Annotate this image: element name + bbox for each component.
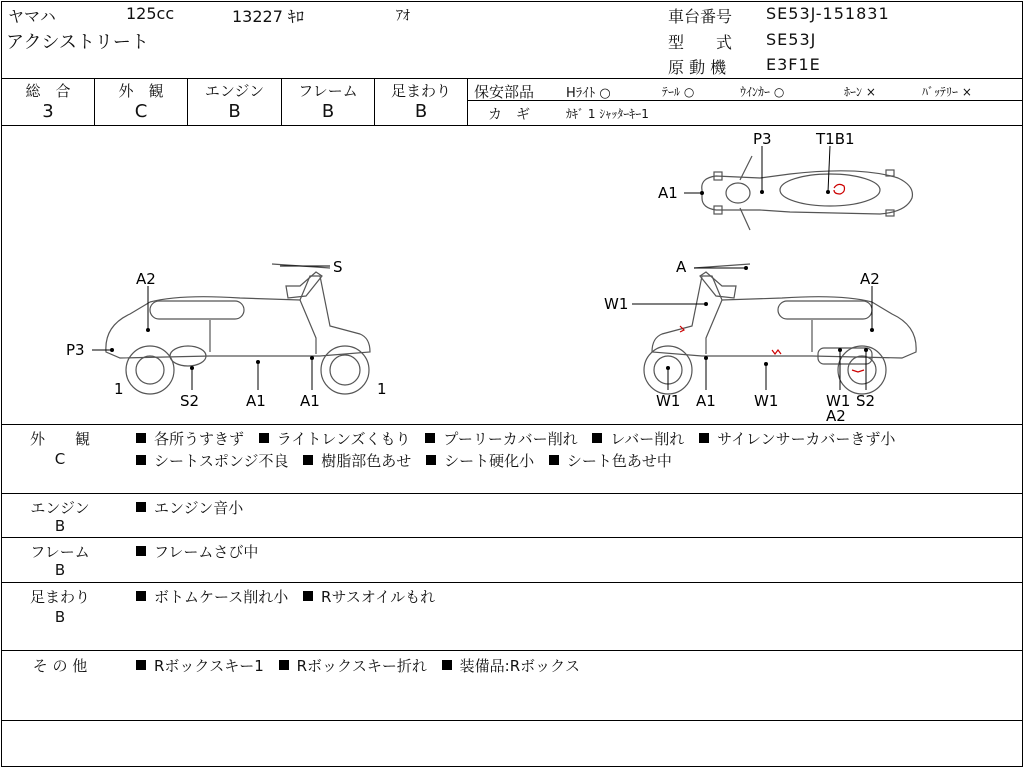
safety-label: 保安部品 bbox=[474, 83, 535, 101]
remarks-sep-3 bbox=[1, 582, 1023, 583]
damage-points bbox=[110, 190, 874, 370]
key-label: カ ギ bbox=[488, 107, 530, 123]
remark-item: Rボックスキー1 bbox=[154, 657, 264, 675]
label-right-w1b: W1 bbox=[754, 392, 779, 410]
suspension-grade-label: 足まわり bbox=[390, 82, 451, 100]
remark-item: ボトムケース削れ小 bbox=[154, 588, 289, 606]
label-left-a1a: A1 bbox=[246, 392, 266, 410]
label-left-s2: S2 bbox=[180, 392, 200, 410]
safety-winker: ｳｲﾝｶｰ ○ bbox=[740, 85, 785, 99]
frame-grade-label: フレーム bbox=[298, 82, 358, 100]
grade-table-top bbox=[1, 78, 1023, 79]
label-left-1a: 1 bbox=[114, 380, 124, 398]
label-top-p3: P3 bbox=[753, 130, 772, 148]
frame-number-label: 車台番号 bbox=[668, 7, 733, 26]
remark-item: ライトレンズくもり bbox=[276, 430, 411, 448]
remark-other-label: そ の 他 bbox=[32, 657, 88, 675]
label-right-a2b: A2 bbox=[826, 407, 846, 424]
frame-number: SE53J-151831 bbox=[766, 4, 890, 23]
remarks-sep-5 bbox=[1, 720, 1023, 721]
remark-suspension-grade: B bbox=[54, 608, 66, 626]
overall-grade: 3 bbox=[42, 101, 54, 122]
remark-item: 樹脂部色あせ bbox=[321, 452, 412, 470]
label-right-a: A bbox=[676, 258, 687, 276]
remarks-sep-1 bbox=[1, 493, 1023, 494]
frame-grade: B bbox=[321, 101, 335, 122]
label-right-w1: W1 bbox=[604, 295, 629, 313]
safety-horn: ﾎｰﾝ × bbox=[844, 85, 876, 99]
remark-other-line-1 bbox=[136, 655, 590, 676]
remark-item: プーリーカバー削れ bbox=[443, 430, 578, 448]
remark-exterior-grade: C bbox=[54, 450, 66, 468]
engine-grade-label: エンジン bbox=[204, 82, 265, 100]
remark-item: シートスポンジ不良 bbox=[154, 452, 289, 470]
remark-frame-line-1 bbox=[136, 541, 268, 562]
remark-exterior-label: 外 観 bbox=[29, 430, 90, 448]
remark-frame-grade: B bbox=[54, 561, 66, 579]
exterior-label: 外 観 bbox=[118, 82, 164, 100]
safety-headlight: Hﾗｲﾄ ○ bbox=[566, 86, 611, 101]
label-left-1b: 1 bbox=[377, 380, 387, 398]
label-top-t1b1: T1B1 bbox=[816, 130, 855, 148]
label-right-w1c: W1 bbox=[826, 392, 851, 410]
remark-item: サイレンサーカバーきず小 bbox=[717, 430, 896, 448]
remark-item: エンジン音小 bbox=[154, 499, 244, 517]
label-left-p3: P3 bbox=[66, 341, 85, 359]
remark-item: 装備品:Rボックス bbox=[459, 657, 580, 675]
remark-item: Rサスオイルもれ bbox=[321, 588, 436, 606]
key-value: ｶｷﾞ 1 ｼｬｯﾀｰｷｰ1 bbox=[566, 107, 649, 121]
remarks-top bbox=[1, 424, 1023, 425]
mileage: 13227 ｷﾛ bbox=[232, 7, 304, 26]
remark-item: Rボックスキー折れ bbox=[296, 657, 427, 675]
leader-lines bbox=[92, 146, 872, 390]
engine-grade: B bbox=[228, 101, 241, 122]
maker: ヤマハ bbox=[8, 7, 56, 26]
remark-exterior-line-1 bbox=[136, 428, 905, 449]
label-top-a1: A1 bbox=[658, 184, 678, 202]
remark-item: 各所うすきず bbox=[154, 430, 245, 448]
damage-diagram bbox=[0, 126, 1024, 424]
remark-engine-label: エンジン bbox=[30, 499, 90, 517]
label-right-w1a: W1 bbox=[656, 392, 681, 410]
model-label: 型 式 bbox=[668, 33, 733, 52]
safety-battery: ﾊﾞｯﾃﾘｰ × bbox=[922, 85, 972, 99]
remarks-sep-4 bbox=[1, 650, 1023, 651]
remark-item: シート硬化小 bbox=[444, 452, 535, 470]
top-view-scooter bbox=[702, 156, 913, 230]
remark-suspension-label: 足まわり bbox=[29, 588, 90, 606]
engine-label: 原 動 機 bbox=[668, 58, 727, 77]
remark-engine-line-1 bbox=[136, 497, 253, 518]
remark-item: レバー削れ bbox=[610, 430, 685, 448]
remark-exterior-line-2 bbox=[136, 450, 682, 471]
engine-code: E3F1E bbox=[766, 55, 821, 74]
label-right-a1: A1 bbox=[696, 392, 716, 410]
model-name: アクシストリート bbox=[6, 32, 149, 53]
remark-suspension-line-1 bbox=[136, 586, 445, 607]
label-left-s: S bbox=[333, 258, 343, 276]
model-code: SE53J bbox=[766, 30, 817, 49]
label-right-a2: A2 bbox=[860, 270, 880, 288]
overall-label: 総 合 bbox=[25, 82, 71, 100]
grade-table-mid bbox=[468, 100, 1023, 101]
remark-engine-grade: B bbox=[54, 517, 66, 535]
displacement: 125cc bbox=[126, 4, 175, 23]
remark-item: フレームさび中 bbox=[154, 543, 259, 561]
exterior-grade: C bbox=[134, 101, 148, 122]
remark-frame-label: フレーム bbox=[30, 543, 90, 561]
label-left-a1b: A1 bbox=[300, 392, 320, 410]
grade-col-5 bbox=[467, 78, 468, 125]
label-left-a2: A2 bbox=[136, 270, 156, 288]
safety-taillight: ﾃｰﾙ ○ bbox=[662, 85, 695, 99]
body-color: ｱｵ bbox=[396, 8, 410, 24]
remark-item: シート色あせ中 bbox=[566, 452, 672, 470]
suspension-grade: B bbox=[414, 101, 428, 122]
label-right-s2: S2 bbox=[856, 392, 876, 410]
remarks-sep-2 bbox=[1, 537, 1023, 538]
